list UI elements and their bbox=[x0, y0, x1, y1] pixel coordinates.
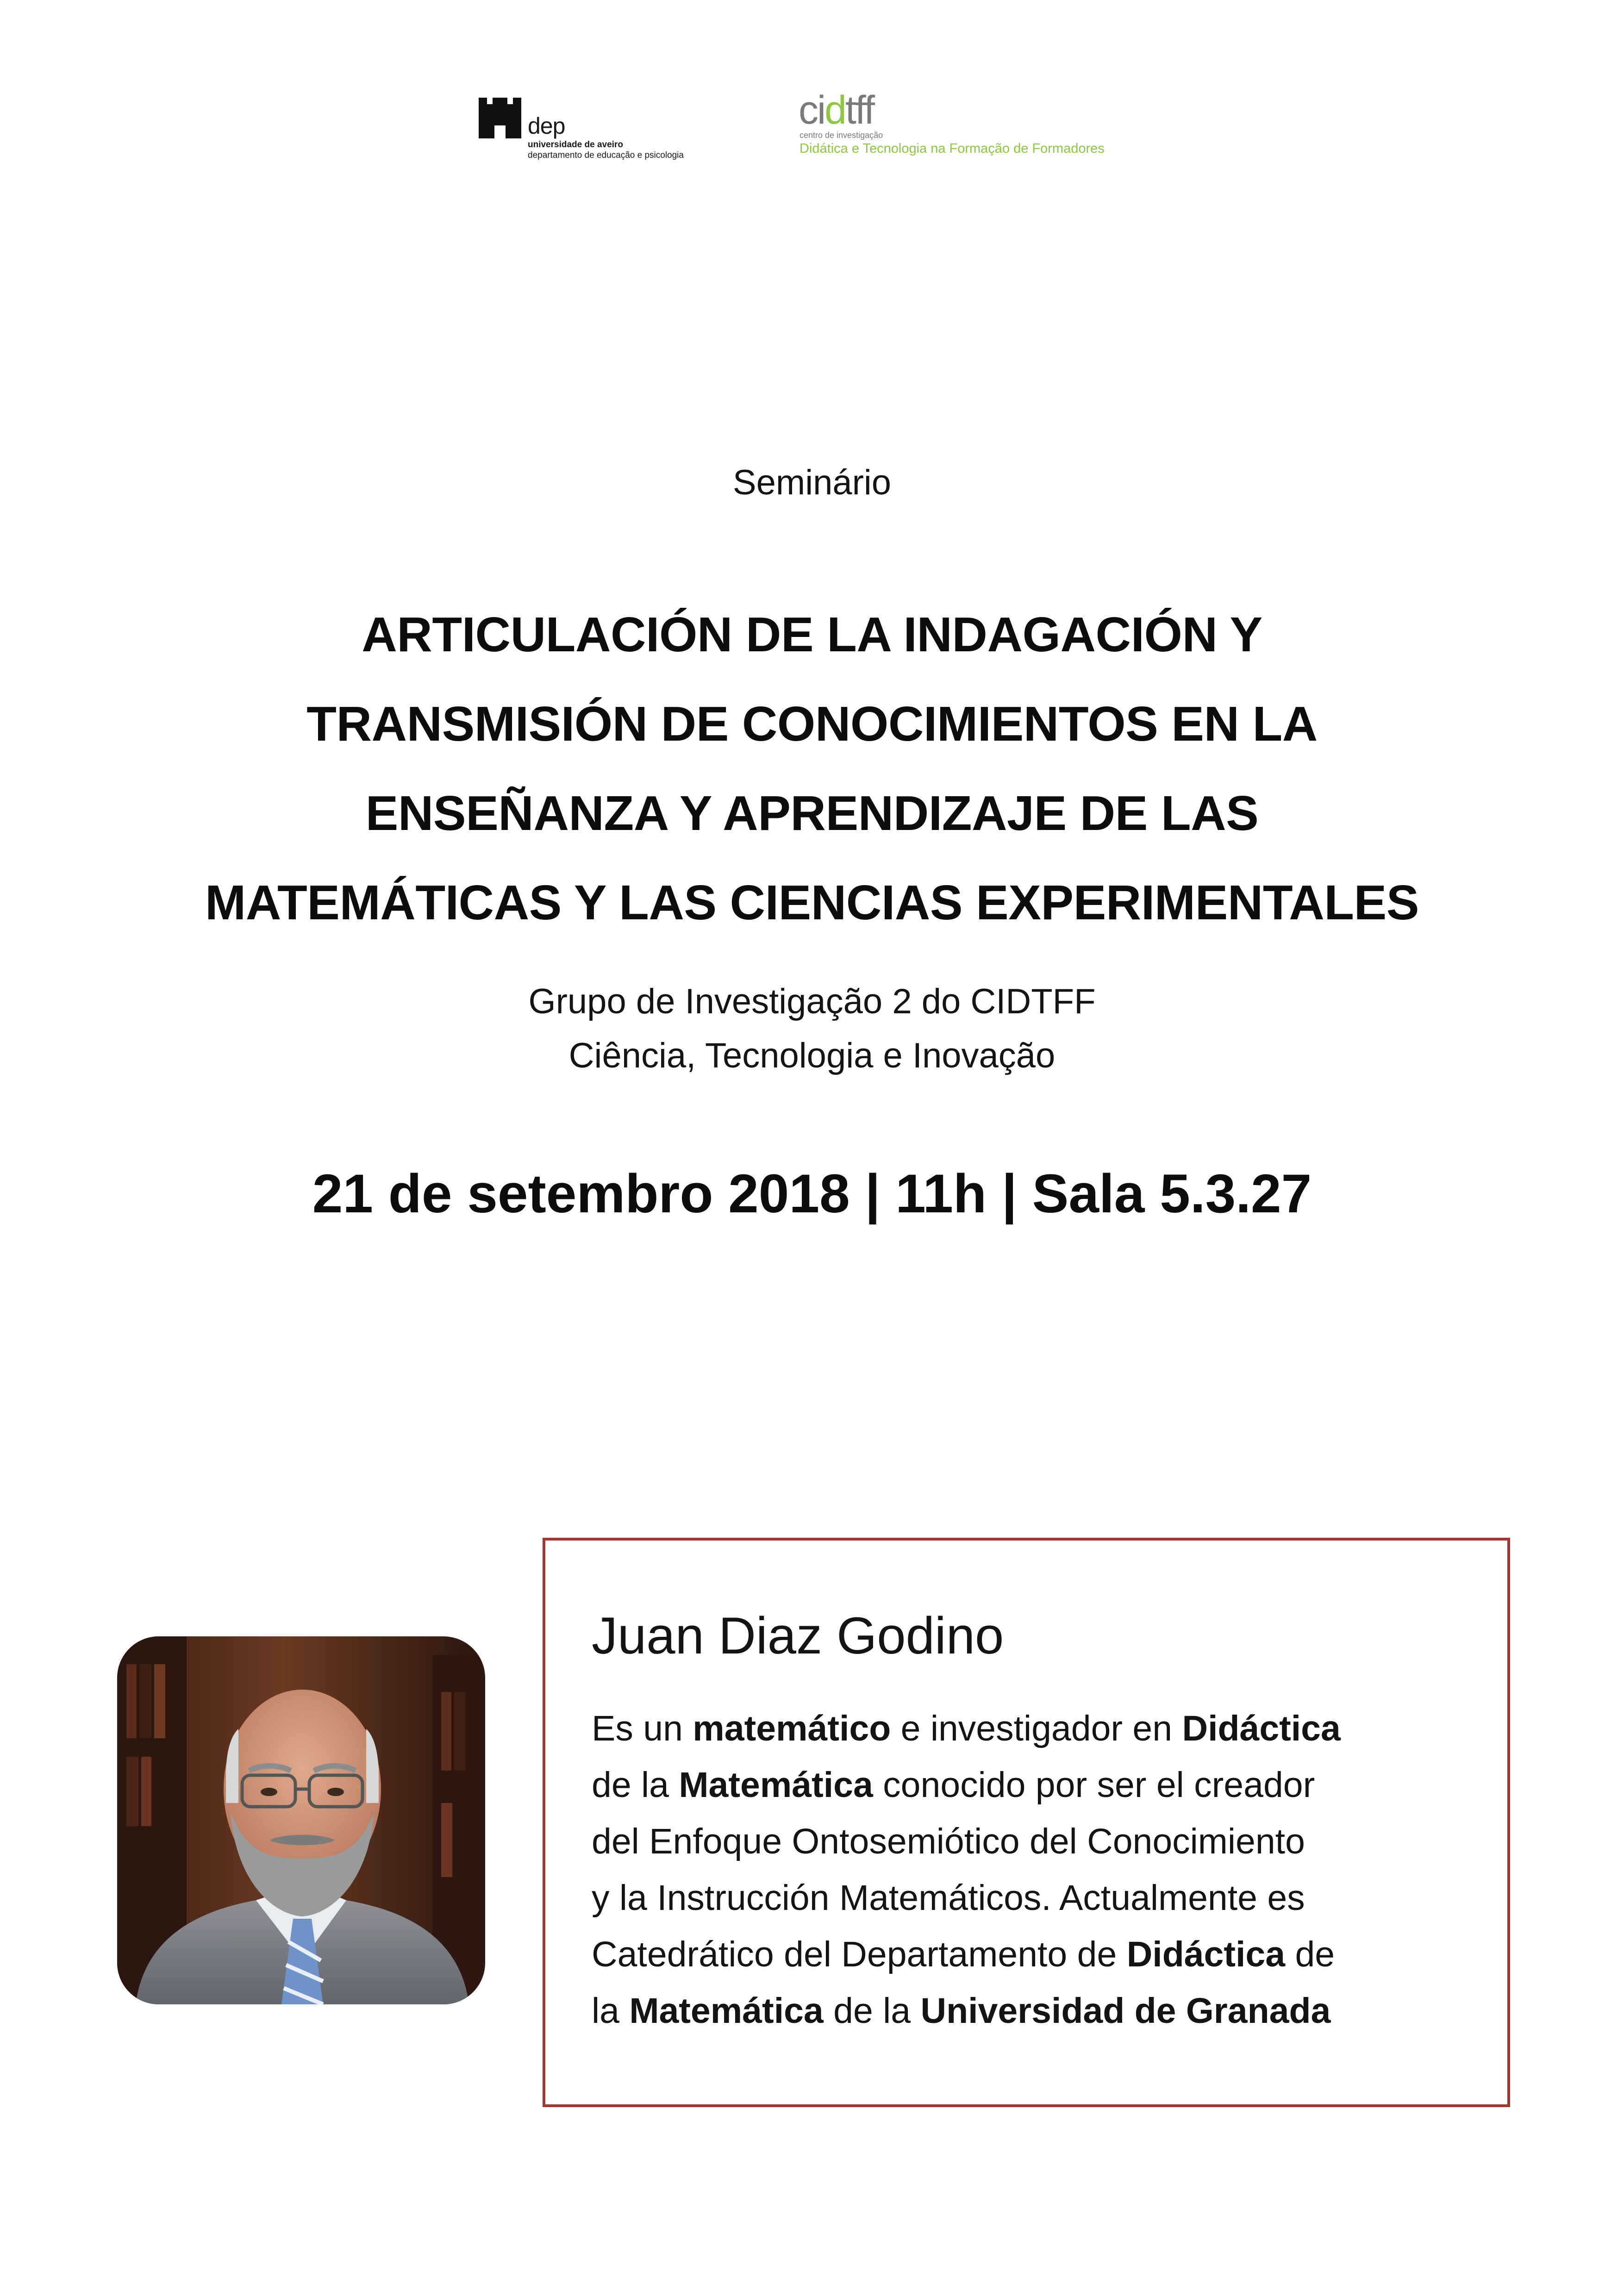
cidtff-logo-full-name: Didática e Tecnologia na Formação de Formadores bbox=[800, 141, 1105, 156]
speaker-bio-text: y la Instrucción Matemáticos. Actualmente es bbox=[592, 1878, 1305, 1918]
speaker-bio-emphasis: Universidad de Granada bbox=[920, 1991, 1331, 2031]
speaker-bio-text: de la bbox=[592, 1765, 679, 1805]
research-group-line: Grupo de Investigação 2 do CIDTFF bbox=[528, 982, 1096, 1021]
cidtff-logo-name bbox=[799, 90, 874, 130]
speaker-bio-emphasis: Matemática bbox=[679, 1765, 873, 1805]
speaker-bio-line bbox=[592, 1757, 1341, 1813]
speaker-bio-line bbox=[592, 1700, 1341, 1757]
speaker-bio-text: e investigador en bbox=[891, 1709, 1182, 1748]
cidtff-logo-name-part: ci bbox=[799, 88, 825, 132]
speaker-bio-text: la bbox=[592, 1991, 630, 2031]
speaker-bio-emphasis: matemático bbox=[693, 1709, 891, 1748]
event-date-time-room: 21 de setembro 2018 | 11h | Sala 5.3.27 bbox=[312, 1163, 1312, 1224]
event-kicker: Seminário bbox=[732, 463, 892, 502]
event-title-line: MATEMÁTICAS Y LAS CIENCIAS EXPERIMENTALES bbox=[205, 875, 1419, 930]
dep-logo-department: departamento de educação e psicologia bbox=[528, 150, 684, 160]
dep-logo-university: universidade de aveiro bbox=[528, 140, 623, 150]
cidtff-logo-subtitle: centro de investigação bbox=[800, 131, 883, 140]
research-group bbox=[0, 974, 1624, 1083]
speaker-bio-emphasis: Didáctica bbox=[1126, 1934, 1286, 1974]
event-title bbox=[0, 590, 1624, 948]
speaker-bio-text: de la bbox=[823, 1991, 921, 2031]
speaker-name: Juan Diaz Godino bbox=[592, 1607, 1004, 1665]
speaker-bio-text: conocido por ser el creador bbox=[873, 1765, 1315, 1805]
event-title-line: TRANSMISIÓN DE CONOCIMIENTOS EN LA bbox=[306, 697, 1318, 751]
speaker-bio-line bbox=[592, 1813, 1341, 1870]
speaker-bio-text: del Enfoque Ontosemiótico del Conocimiento bbox=[592, 1822, 1305, 1861]
event-title-line: ARTICULACIÓN DE LA INDAGACIÓN Y bbox=[362, 607, 1262, 662]
speaker-bio-text: de bbox=[1285, 1934, 1335, 1974]
event-title-line: ENSEÑANZA Y APRENDIZAJE DE LAS bbox=[365, 786, 1259, 841]
speaker-bio-line bbox=[592, 1870, 1341, 1926]
speaker-bio-box bbox=[543, 1538, 1510, 2107]
speaker-portrait-image bbox=[117, 1636, 485, 2004]
speaker-bio-emphasis: Didáctica bbox=[1182, 1709, 1341, 1748]
cidtff-logo-name-part: tff bbox=[845, 88, 874, 132]
speaker-bio bbox=[592, 1700, 1341, 2039]
dep-logo-name: dep bbox=[528, 113, 565, 139]
cidtff-logo bbox=[799, 90, 1169, 169]
speaker-bio-line bbox=[592, 1926, 1341, 1983]
speaker-bio-text: Catedrático del Departamento de bbox=[592, 1934, 1127, 1974]
speaker-bio-line bbox=[592, 1983, 1341, 2039]
cidtff-logo-name-accent: d bbox=[824, 88, 845, 132]
research-group-line: Ciência, Tecnologia e Inovação bbox=[568, 1036, 1056, 1075]
speaker-bio-text: Es un bbox=[592, 1709, 693, 1748]
speaker-photo bbox=[117, 1636, 485, 2004]
speaker-bio-emphasis: Matemática bbox=[629, 1991, 824, 2031]
ua-dep-logo bbox=[477, 95, 736, 169]
university-castle-logo-icon bbox=[477, 98, 523, 138]
